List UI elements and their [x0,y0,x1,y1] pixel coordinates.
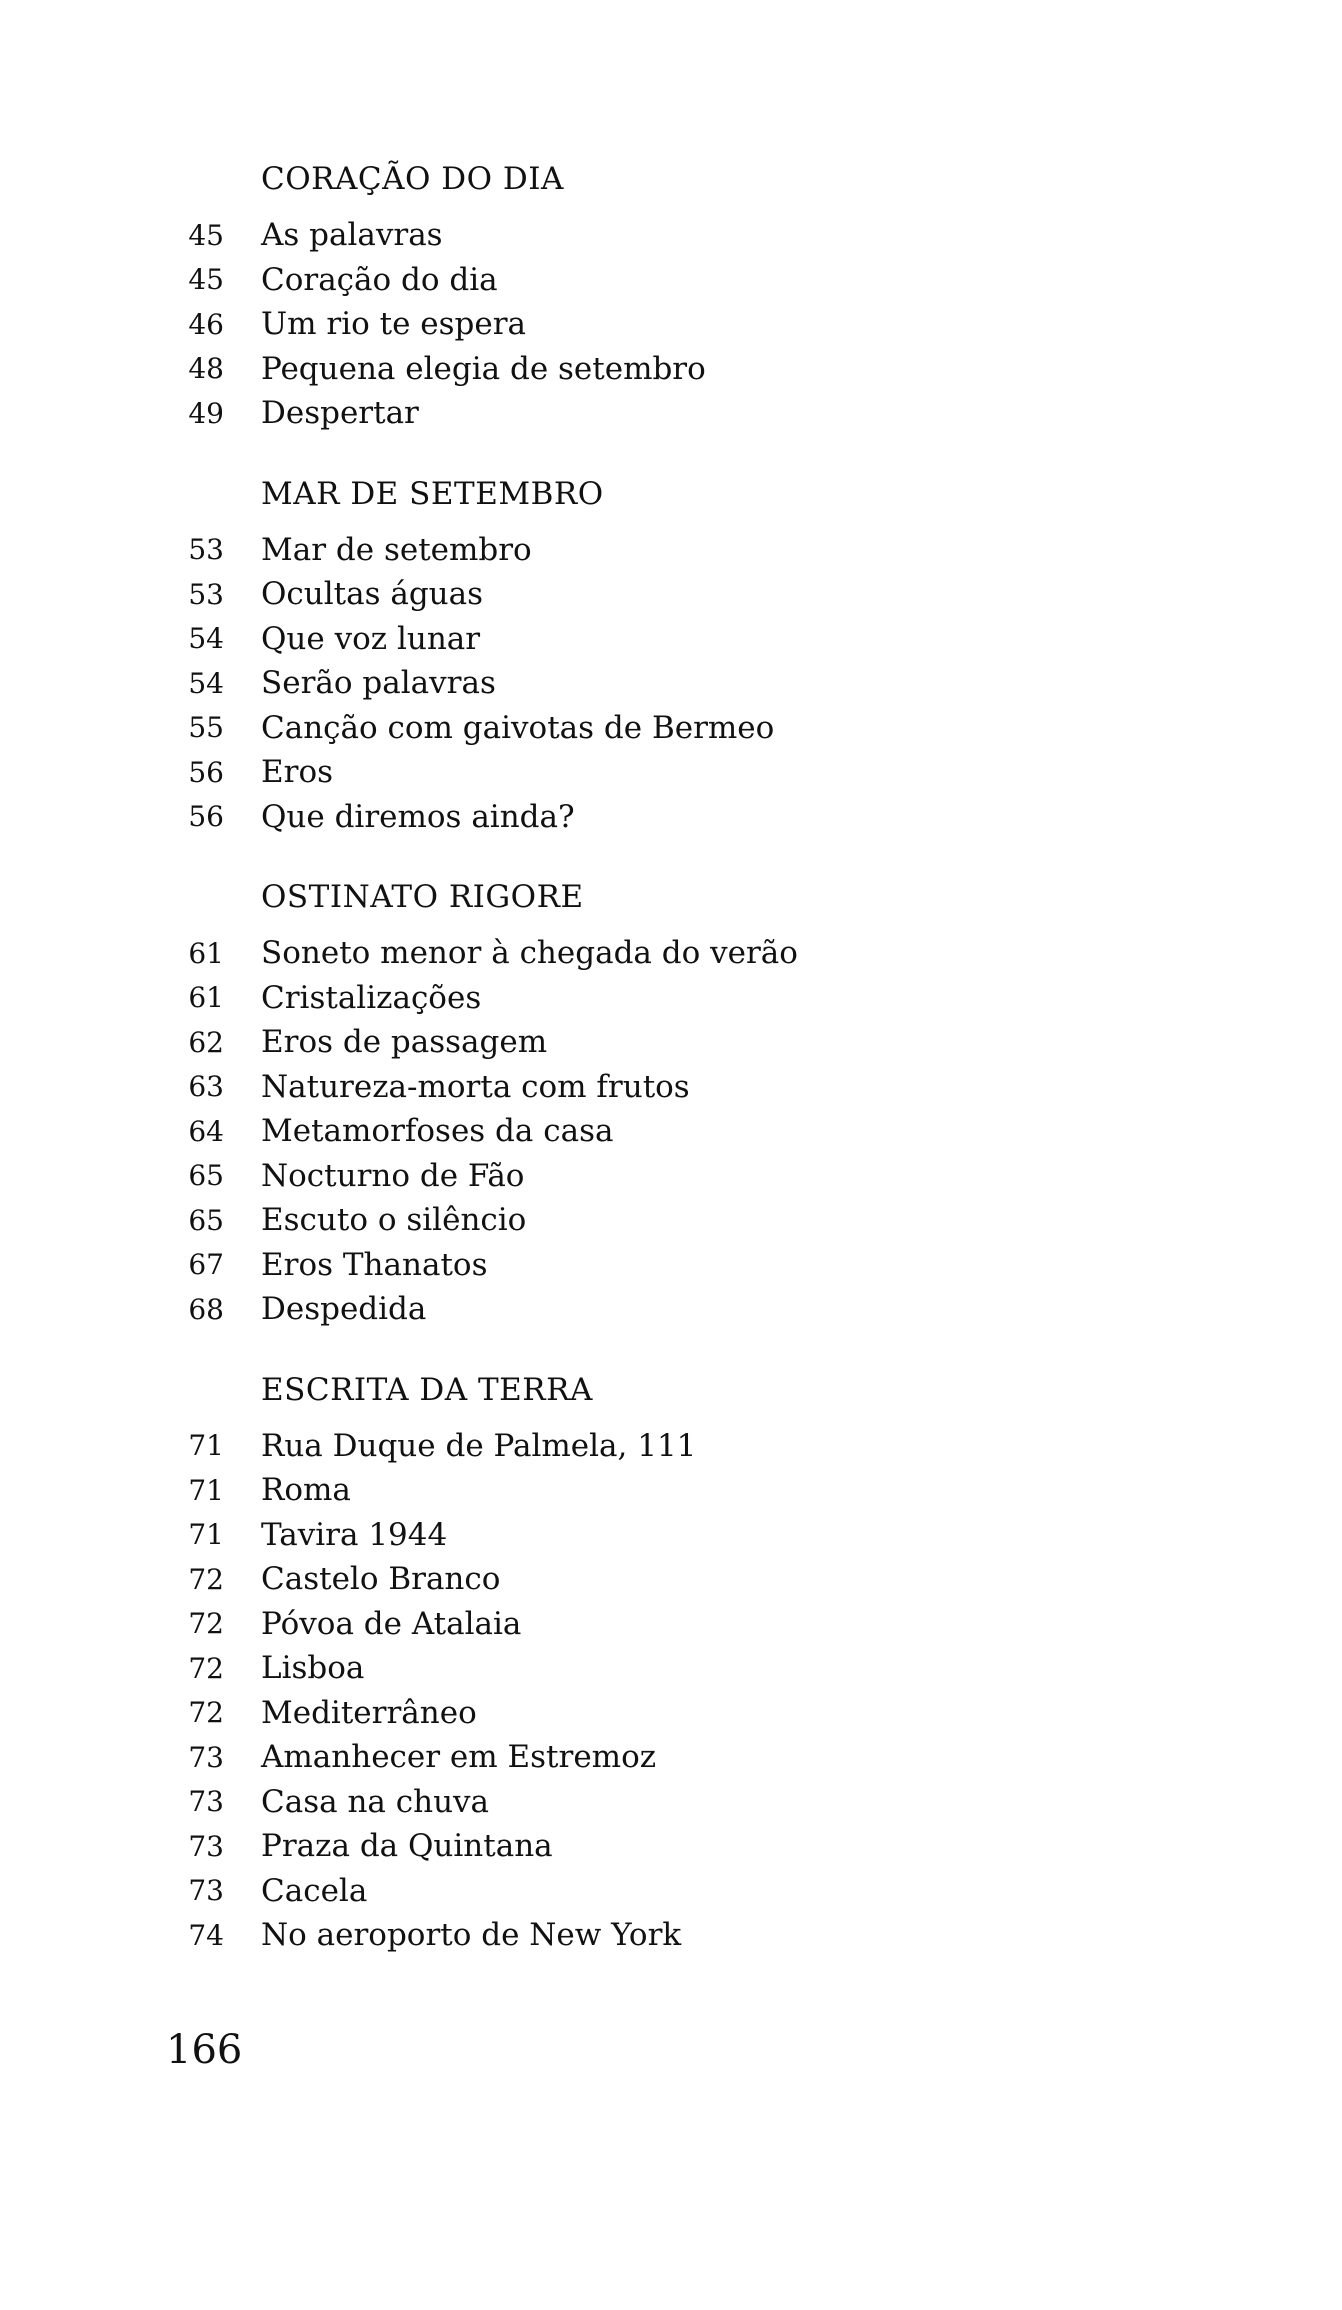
entry-title: Escuto o silêncio [261,1202,527,1239]
entry-page-number: 64 [188,1114,224,1148]
entry-page-number: 74 [188,1918,224,1952]
toc-entry [0,1691,1342,1736]
entry-title: As palavras [261,217,443,254]
entry-title: Praza da Quintana [261,1828,553,1865]
entry-title: Canção com gaivotas de Bermeo [261,709,775,746]
toc-entry [0,347,1342,392]
toc-entry [0,1780,1342,1825]
section-spacer [0,1332,1342,1356]
toc-entry [0,1602,1342,1647]
toc-entry [0,795,1342,840]
entry-page-number: 63 [188,1070,224,1104]
entry-page-number: 54 [188,666,224,700]
entry-page-number: 71 [188,1473,224,1507]
entry-title: Amanhecer em Estremoz [261,1739,657,1776]
entry-title: Metamorfoses da casa [261,1113,614,1150]
toc-entry [0,1646,1342,1691]
entry-page-number: 65 [188,1159,224,1193]
entry-title: Natureza-morta com frutos [261,1068,690,1105]
toc-entry [0,1824,1342,1869]
entry-page-number: 73 [188,1740,224,1774]
entry-title: Ocultas águas [261,576,484,613]
section-title: OSTINATO RIGORE [261,879,584,915]
entry-title: Mar de setembro [261,531,532,568]
entry-list [0,528,1342,840]
entry-list [0,213,1342,436]
toc-entry [0,213,1342,258]
toc-entry [0,661,1342,706]
toc-entry [0,391,1342,436]
entry-page-number: 73 [188,1785,224,1819]
entry-title: Que voz lunar [261,620,481,657]
toc-section [0,460,1342,840]
toc-entry [0,1020,1342,1065]
toc-entry [0,1243,1342,1288]
entry-page-number: 71 [188,1429,224,1463]
entry-page-number: 45 [188,263,224,297]
toc-entry [0,976,1342,1021]
section-spacer [0,839,1342,863]
section-title: ESCRITA DA TERRA [261,1371,593,1408]
toc-entry [0,617,1342,662]
page-number: 166 [166,2027,243,2073]
toc-entry [0,750,1342,795]
section-spacer [0,436,1342,460]
entry-page-number: 72 [188,1651,224,1685]
entry-page-number: 68 [188,1292,224,1326]
entry-page-number: 73 [188,1829,224,1863]
entry-list [0,1424,1342,1958]
entry-title: Eros [261,754,334,791]
entry-page-number: 65 [188,1203,224,1237]
entry-page-number: 53 [188,533,224,567]
entry-page-number: 61 [188,936,224,970]
entry-list [0,931,1342,1332]
toc-entry [0,1424,1342,1469]
entry-title: Rua Duque de Palmela, 111 [261,1427,697,1464]
entry-page-number: 46 [188,307,224,341]
entry-title: Coração do dia [261,261,498,298]
toc-entry [0,1287,1342,1332]
entry-title: Póvoa de Atalaia [261,1605,522,1642]
entry-title: Eros Thanatos [261,1246,488,1283]
entry-page-number: 73 [188,1874,224,1908]
toc-entry [0,258,1342,303]
entry-page-number: 53 [188,577,224,611]
entry-page-number: 61 [188,981,224,1015]
entry-page-number: 54 [188,622,224,656]
toc-entry [0,1735,1342,1780]
entry-title: Mediterrâneo [261,1694,477,1731]
entry-page-number: 72 [188,1562,224,1596]
entry-title: Que diremos ainda? [261,798,575,835]
entry-title: Lisboa [261,1650,365,1687]
entry-page-number: 67 [188,1248,224,1282]
toc-entry [0,1109,1342,1154]
entry-title: Cristalizações [261,979,482,1016]
entry-page-number: 72 [188,1607,224,1641]
entry-page-number: 56 [188,755,224,789]
entry-page-number: 49 [188,396,224,430]
section-title: MAR DE SETEMBRO [261,475,604,512]
section-title: CORAÇÃO DO DIA [261,161,564,197]
toc-entry [0,572,1342,617]
entry-page-number: 55 [188,711,224,745]
toc-entry [0,1198,1342,1243]
toc-entry [0,1869,1342,1914]
toc-section [0,863,1342,1332]
toc-entry [0,528,1342,573]
toc-entry [0,706,1342,751]
toc-section [0,1356,1342,1958]
entry-page-number: 45 [188,218,224,252]
entry-title: Nocturno de Fão [261,1157,525,1194]
entry-title: Roma [261,1472,351,1509]
toc-entry [0,1468,1342,1513]
entry-title: No aeroporto de New York [261,1917,682,1954]
toc-entry [0,931,1342,976]
entry-title: Despertar [261,395,419,432]
toc-entry [0,302,1342,347]
entry-title: Casa na chuva [261,1783,490,1820]
entry-title: Cacela [261,1872,368,1909]
entry-page-number: 72 [188,1696,224,1730]
toc-entry [0,1154,1342,1199]
entry-title: Serão palavras [261,665,496,702]
toc-entry [0,1513,1342,1558]
toc-section [0,145,1342,436]
entry-title: Um rio te espera [261,306,527,343]
table-of-contents [0,145,1342,1958]
entry-title: Castelo Branco [261,1561,501,1598]
entry-title: Eros de passagem [261,1024,548,1061]
entry-title: Pequena elegia de setembro [261,350,706,387]
entry-title: Soneto menor à chegada do verão [261,935,798,972]
entry-title: Tavira 1944 [261,1516,448,1553]
toc-entry [0,1557,1342,1602]
entry-page-number: 56 [188,800,224,834]
toc-entry [0,1913,1342,1958]
entry-page-number: 62 [188,1025,224,1059]
entry-page-number: 48 [188,352,224,386]
toc-entry [0,1065,1342,1110]
entry-title: Despedida [261,1291,427,1328]
entry-page-number: 71 [188,1518,224,1552]
